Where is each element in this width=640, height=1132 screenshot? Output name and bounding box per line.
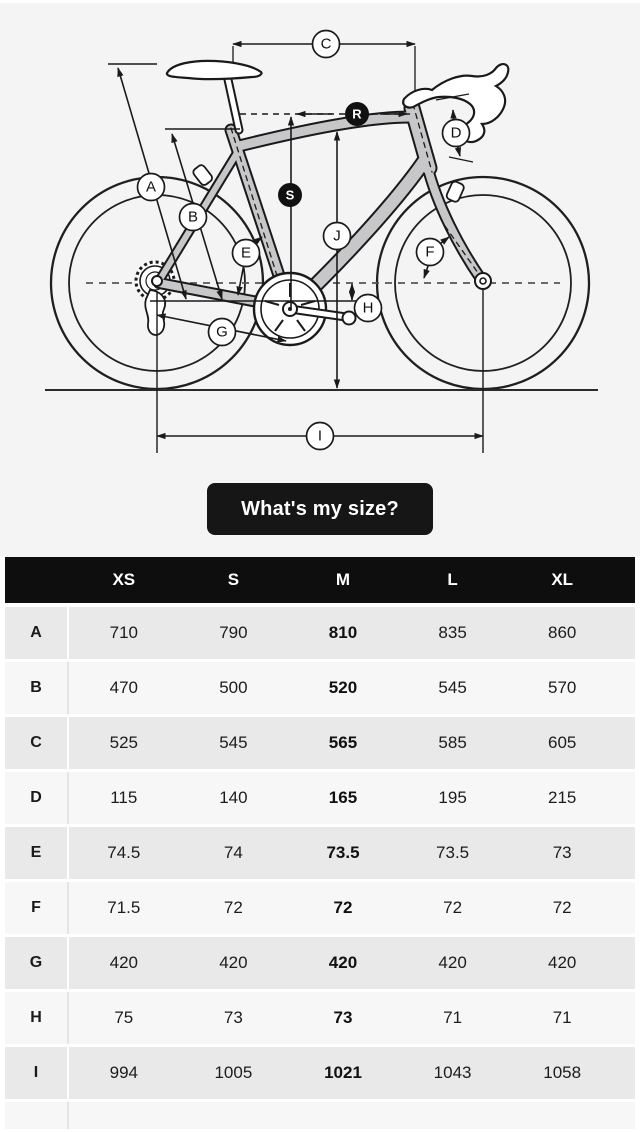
size-value: 500 <box>219 678 248 697</box>
size-table-section <box>0 557 640 1132</box>
row-label-h: H <box>30 1009 42 1026</box>
dimension-marker-a <box>138 174 165 201</box>
dimension-marker-e <box>233 240 260 267</box>
rear-derailleur <box>145 290 165 335</box>
size-column-header-xs[interactable]: XS <box>112 570 136 589</box>
dimension-marker-j <box>324 223 351 250</box>
size-value: 710 <box>109 623 138 642</box>
size-value: 115 <box>110 788 138 807</box>
svg-text:C: C <box>320 35 332 53</box>
svg-text:J: J <box>333 227 341 245</box>
table-row <box>5 937 635 992</box>
size-value: 994 <box>109 1063 138 1082</box>
svg-text:D: D <box>450 124 462 142</box>
size-column-header-s[interactable]: S <box>227 570 240 589</box>
size-value: 810 <box>328 623 358 642</box>
table-body <box>5 607 635 1132</box>
svg-text:F: F <box>425 243 435 261</box>
size-value: 74 <box>223 843 243 862</box>
crankset <box>254 273 356 345</box>
front-hub <box>475 273 491 289</box>
size-value: 1021 <box>324 1063 362 1082</box>
size-value: 570 <box>548 678 577 697</box>
whats-my-size-button[interactable]: What's my size? <box>207 483 433 535</box>
size-value: 1043 <box>433 1063 472 1082</box>
size-value: 72 <box>552 898 572 917</box>
size-value: 195 <box>438 788 467 807</box>
row-label-e: E <box>30 844 42 861</box>
row-label-c: C <box>30 734 42 751</box>
table-header <box>5 557 635 603</box>
size-value: 470 <box>109 678 138 697</box>
size-value: 835 <box>438 623 467 642</box>
svg-text:B: B <box>187 208 199 226</box>
svg-text:E: E <box>240 244 252 262</box>
bike-geometry-diagram <box>0 0 640 470</box>
saddle <box>167 61 262 79</box>
dimension-marker-d <box>443 120 470 147</box>
size-value: 140 <box>219 788 248 807</box>
dimension-marker-i <box>307 423 334 450</box>
svg-text:A: A <box>145 178 157 196</box>
dimension-marker-b <box>180 204 207 231</box>
dimension-marker-g <box>209 319 236 346</box>
size-value: 165 <box>328 788 358 807</box>
size-value: 73.5 <box>326 843 360 862</box>
size-value: 215 <box>548 788 577 807</box>
svg-text:R: R <box>352 106 362 122</box>
size-value: 520 <box>328 678 358 697</box>
table-row <box>5 662 635 717</box>
svg-text:G: G <box>216 323 228 341</box>
size-value: 71.5 <box>107 898 141 917</box>
row-label-i: I <box>33 1064 39 1081</box>
size-value: 71 <box>552 1008 572 1027</box>
bike-geometry-section <box>0 0 640 557</box>
size-value: 71 <box>443 1008 463 1027</box>
size-value: 73 <box>552 843 572 862</box>
table-row <box>5 607 635 662</box>
table-row <box>5 882 635 937</box>
size-value: 565 <box>328 733 358 752</box>
size-value: 525 <box>109 733 138 752</box>
size-value: 73.5 <box>436 843 470 862</box>
row-label-d: D <box>30 789 42 806</box>
row-label-g: G <box>29 954 43 971</box>
size-value: 1058 <box>543 1063 582 1082</box>
size-value: 545 <box>438 678 467 697</box>
size-value: 73 <box>223 1008 243 1027</box>
size-value: 72 <box>333 898 353 917</box>
table-row <box>5 827 635 882</box>
top-strip <box>0 0 640 3</box>
table-row <box>5 1047 635 1102</box>
size-column-header-xl[interactable]: XL <box>551 570 574 589</box>
seatpost <box>227 75 239 130</box>
size-value: 420 <box>438 953 467 972</box>
size-value: 420 <box>548 953 577 972</box>
dimension-marker-r <box>345 102 369 126</box>
size-value: 545 <box>219 733 248 752</box>
row-label-a: A <box>30 624 42 641</box>
table-row <box>5 992 635 1047</box>
size-value: 860 <box>548 623 577 642</box>
size-value: 420 <box>109 953 138 972</box>
table-row <box>5 1102 635 1132</box>
size-value: 585 <box>438 733 467 752</box>
size-value: 74.5 <box>107 843 141 862</box>
row-label-f: F <box>31 899 41 916</box>
size-value: 72 <box>223 898 243 917</box>
table-row <box>5 717 635 772</box>
table-row <box>5 772 635 827</box>
size-value: 420 <box>328 953 358 972</box>
dimension-marker-s <box>278 183 302 207</box>
dimension-marker-f <box>417 239 444 266</box>
size-value: 605 <box>548 733 577 752</box>
size-value: 75 <box>114 1008 134 1027</box>
row-separator <box>67 1102 69 1129</box>
size-value: 790 <box>219 623 248 642</box>
dimension-marker-c <box>313 31 340 58</box>
size-column-header-m[interactable]: M <box>335 570 351 589</box>
size-value: 420 <box>219 953 248 972</box>
svg-text:I: I <box>317 427 323 445</box>
row-label-b: B <box>30 679 42 696</box>
size-value: 72 <box>443 898 463 917</box>
dimension-marker-h <box>355 295 382 322</box>
cta-row <box>0 470 640 535</box>
size-value: 1005 <box>214 1063 253 1082</box>
size-value: 73 <box>333 1008 353 1027</box>
size-column-header-l[interactable]: L <box>447 570 458 589</box>
svg-text:S: S <box>285 187 295 203</box>
rear-hub <box>152 276 162 286</box>
svg-text:H: H <box>362 299 374 317</box>
